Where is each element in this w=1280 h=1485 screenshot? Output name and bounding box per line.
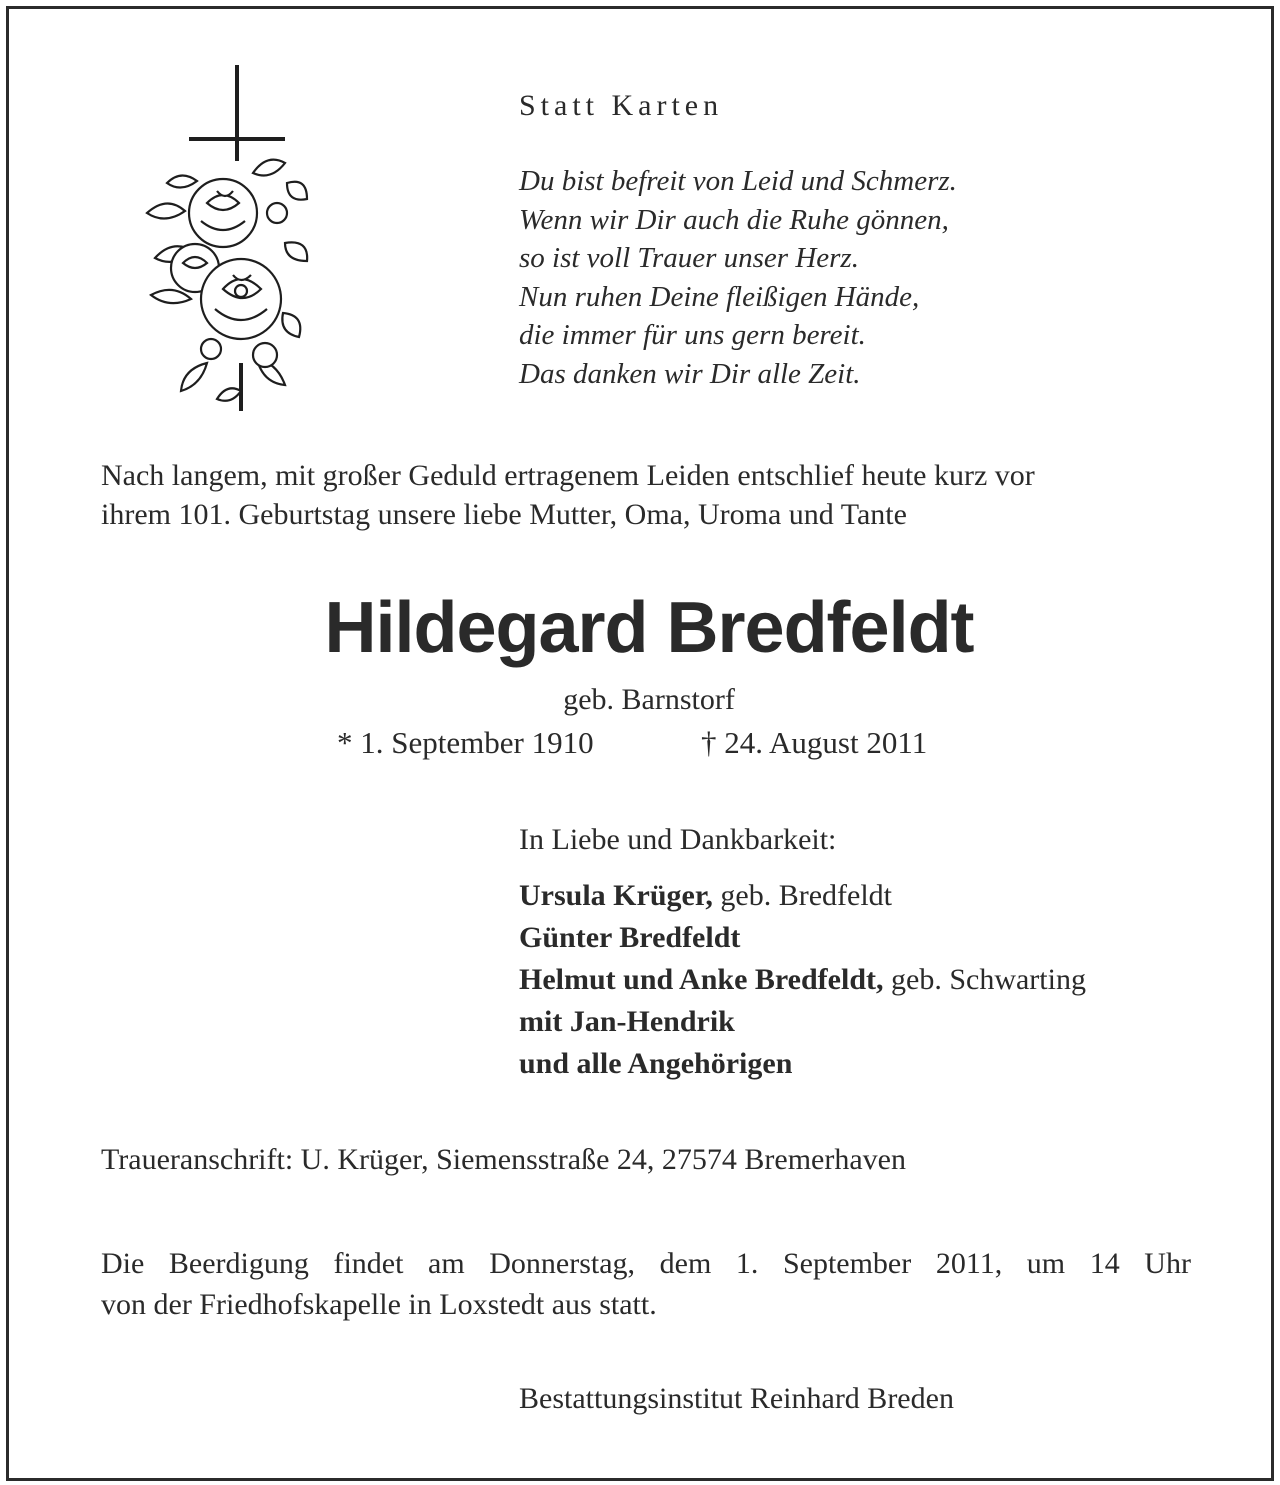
- funeral-word: 2011,: [935, 1247, 1003, 1280]
- funeral-line: von der Friedhofskapelle in Loxstedt aus statt.: [101, 1288, 657, 1321]
- mourner-name: und alle Angehörigen: [519, 1047, 793, 1080]
- birth-date: * 1. September 1910: [337, 725, 594, 760]
- mourner-name: mit Jan-Hendrik: [519, 1005, 735, 1038]
- mourner-note: geb. Bredfeldt: [712, 879, 892, 912]
- funeral-word: findet: [333, 1247, 404, 1280]
- obituary-frame: [6, 6, 1274, 1481]
- intro-line: Nach langem, mit großer Geduld ertragenem Leiden entschlief heute kurz vor: [101, 459, 1035, 492]
- poem-line: so ist voll Trauer unser Herz.: [519, 242, 859, 274]
- mourner-row: [519, 1001, 1086, 1043]
- deceased-name: Hildegard Bredfeldt: [324, 588, 974, 668]
- mourner-name: Günter Bredfeldt: [519, 921, 741, 954]
- funeral-word: um: [1026, 1247, 1066, 1280]
- funeral-word: September: [782, 1247, 912, 1280]
- mourners-list: [519, 875, 1086, 1085]
- mourner-name: Ursula Krüger,: [519, 879, 713, 912]
- poem: [519, 162, 957, 393]
- mourner-note: geb. Schwarting: [883, 963, 1086, 996]
- mourners-heading: In Liebe und Dankbarkeit:: [519, 823, 837, 856]
- funeral-word: Uhr: [1144, 1247, 1191, 1280]
- mourner-row: [519, 959, 1086, 1001]
- funeral-word: Die: [101, 1247, 145, 1280]
- funeral-word: am: [428, 1247, 465, 1280]
- poem-line: Das danken wir Dir alle Zeit.: [519, 357, 861, 390]
- funeral-word: 14: [1089, 1247, 1120, 1280]
- mourner-row: [519, 875, 1086, 917]
- maiden-name: geb. Barnstorf: [563, 683, 735, 716]
- intro-text: [101, 456, 1191, 534]
- mourning-address: Traueranschrift: U. Krüger, Siemensstraße 24, 27574 Bremerhaven: [101, 1143, 906, 1176]
- poem-line: Du bist befreit von Leid und Schmerz.: [519, 165, 957, 197]
- mourner-row: [519, 917, 1086, 959]
- death-date: † 24. August 2011: [701, 725, 928, 760]
- funeral-notice: [101, 1243, 1191, 1325]
- poem-line: Nun ruhen Deine fleißigen Hände,: [519, 280, 920, 313]
- funeral-word: dem: [659, 1247, 712, 1280]
- funeral-word: Beerdigung: [168, 1247, 309, 1280]
- mourner-name: Helmut und Anke Bredfeldt,: [519, 963, 884, 996]
- cross-with-roses-icon: [137, 63, 313, 415]
- poem-line: Wenn wir Dir auch die Ruhe gönnen,: [519, 203, 949, 236]
- mourner-row: [519, 1043, 1086, 1085]
- poem-line: die immer für uns gern bereit.: [519, 319, 866, 351]
- funeral-line: [101, 1243, 1191, 1284]
- statt-karten-heading: Statt Karten: [519, 89, 724, 122]
- funeral-home: Bestattungsinstitut Reinhard Breden: [519, 1382, 954, 1415]
- funeral-word: Donnerstag,: [489, 1247, 636, 1280]
- funeral-word: 1.: [735, 1247, 759, 1280]
- intro-line: ihrem 101. Geburtstag unsere liebe Mutter, Oma, Uroma und Tante: [101, 498, 907, 531]
